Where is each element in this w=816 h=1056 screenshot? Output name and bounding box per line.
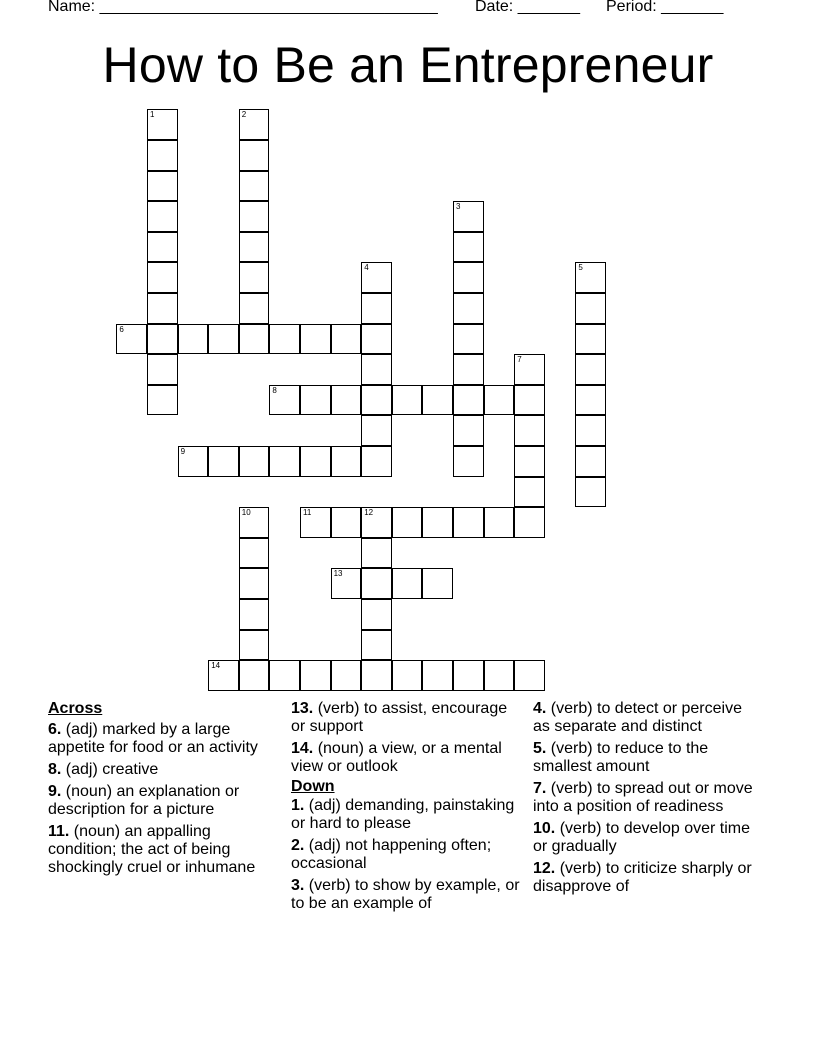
crossword-cell[interactable] (269, 385, 300, 416)
crossword-cell[interactable] (239, 538, 270, 569)
crossword-cell[interactable] (239, 324, 270, 355)
crossword-cell[interactable] (453, 232, 484, 263)
crossword-cell[interactable] (239, 171, 270, 202)
clue-number: 4. (533, 700, 547, 717)
crossword-cell[interactable] (239, 140, 270, 171)
crossword-cell[interactable] (331, 324, 362, 355)
crossword-cell[interactable] (422, 507, 453, 538)
clue-number: 9. (48, 783, 62, 800)
date-field-label: Date: _______ (475, 0, 580, 15)
crossword-cell[interactable] (484, 507, 515, 538)
crossword-cell[interactable] (361, 660, 392, 691)
crossword-cell[interactable] (453, 293, 484, 324)
crossword-cell[interactable] (453, 354, 484, 385)
crossword-cell[interactable] (361, 507, 392, 538)
crossword-cell[interactable] (300, 446, 331, 477)
crossword-cell[interactable] (331, 568, 362, 599)
clue-number: 6. (48, 721, 62, 738)
crossword-cell[interactable] (361, 599, 392, 630)
clue-item (291, 837, 521, 873)
crossword-cell[interactable] (453, 507, 484, 538)
crossword-cell[interactable] (514, 446, 545, 477)
clue-text: (adj) not happening often; occasional (291, 837, 492, 872)
across-heading: Across (48, 700, 103, 717)
crossword-cell[interactable] (361, 415, 392, 446)
down-heading: Down (291, 778, 335, 795)
clue-item (48, 823, 278, 877)
crossword-cell[interactable] (239, 232, 270, 263)
clue-item (291, 877, 521, 913)
cell-number: 1 (150, 110, 155, 120)
cell-number: 5 (578, 263, 583, 273)
crossword-cell[interactable] (147, 354, 178, 385)
crossword-cell[interactable] (361, 538, 392, 569)
crossword-cell[interactable] (178, 324, 209, 355)
clue-number: 10. (533, 820, 556, 837)
clue-text: (adj) creative (61, 761, 159, 778)
clue-item (533, 740, 763, 776)
crossword-cell[interactable] (453, 415, 484, 446)
crossword-cell[interactable] (453, 201, 484, 232)
crossword-cell[interactable] (208, 660, 239, 691)
clue-item (533, 700, 763, 736)
crossword-cell[interactable] (300, 385, 331, 416)
clue-text: (noun) a view, or a mental view or outlook (291, 740, 502, 775)
crossword-cell[interactable] (453, 385, 484, 416)
crossword-cell[interactable] (514, 477, 545, 508)
clue-item (48, 783, 278, 819)
crossword-cell[interactable] (239, 109, 270, 140)
crossword-cell[interactable] (575, 354, 606, 385)
cell-number: 3 (456, 202, 461, 212)
cell-number: 14 (211, 661, 221, 671)
crossword-cell[interactable] (147, 324, 178, 355)
crossword-cell[interactable] (575, 262, 606, 293)
clue-text: (verb) to criticize sharply or disapprove of (533, 860, 752, 895)
crossword-cell[interactable] (392, 568, 423, 599)
crossword-cell[interactable] (575, 415, 606, 446)
crossword-cell[interactable] (361, 293, 392, 324)
crossword-cell[interactable] (361, 324, 392, 355)
crossword-cell[interactable] (575, 446, 606, 477)
crossword-cell[interactable] (392, 660, 423, 691)
crossword-cell[interactable] (269, 446, 300, 477)
cell-number: 6 (119, 324, 124, 334)
crossword-cell[interactable] (331, 660, 362, 691)
crossword-cell[interactable] (269, 324, 300, 355)
clue-text: (verb) to spread out or move into a position of readiness (533, 780, 753, 815)
clue-text: (verb) to assist, encourage or support (291, 700, 508, 735)
clue-number: 1. (291, 797, 305, 814)
crossword-cell[interactable] (239, 630, 270, 661)
crossword-cell[interactable] (239, 599, 270, 630)
crossword-cell[interactable] (453, 262, 484, 293)
crossword-cell[interactable] (514, 660, 545, 691)
crossword-cell[interactable] (269, 660, 300, 691)
clue-item (291, 797, 521, 833)
clue-text: (verb) to detect or perceive as separate and distinct (533, 700, 742, 735)
crossword-cell[interactable] (514, 415, 545, 446)
crossword-cell[interactable] (361, 630, 392, 661)
crossword-cell[interactable] (361, 262, 392, 293)
clue-item (533, 780, 763, 816)
clue-number: 14. (291, 740, 314, 757)
cell-number: 7 (517, 355, 522, 365)
crossword-cell[interactable] (147, 293, 178, 324)
cell-number: 12 (364, 508, 374, 518)
crossword-cell[interactable] (239, 507, 270, 538)
crossword-cell[interactable] (239, 568, 270, 599)
cell-number: 2 (241, 110, 247, 120)
crossword-cell[interactable] (147, 171, 178, 202)
crossword-cell[interactable] (453, 446, 484, 477)
clue-column-2 (291, 700, 521, 917)
crossword-cell[interactable] (392, 385, 423, 416)
crossword-cell[interactable] (392, 507, 423, 538)
clue-number: 5. (533, 740, 547, 757)
crossword-cell[interactable] (239, 446, 270, 477)
crossword-cell[interactable] (575, 324, 606, 355)
clue-number: 11. (48, 823, 70, 840)
clue-text: (noun) an appalling condition; the act of being shockingly cruel or inhumane (48, 823, 256, 876)
crossword-cell[interactable] (300, 324, 331, 355)
clue-text: (adj) demanding, painstaking or hard to please (291, 797, 515, 832)
crossword-cell[interactable] (361, 568, 392, 599)
clue-item (533, 820, 763, 856)
cell-number: 8 (272, 385, 277, 395)
clue-item (48, 761, 278, 779)
clue-number: 3. (291, 877, 305, 894)
crossword-cell[interactable] (575, 385, 606, 416)
clue-text: (verb) to show by example, or to be an example of (291, 877, 520, 912)
crossword-cell[interactable] (453, 660, 484, 691)
crossword-cell[interactable] (208, 324, 239, 355)
crossword-cell[interactable] (239, 293, 270, 324)
clue-text: (noun) an explanation or description for a picture (48, 783, 240, 818)
clue-item (291, 700, 521, 736)
cell-number: 10 (241, 508, 251, 518)
crossword-cell[interactable] (575, 293, 606, 324)
crossword-cell[interactable] (453, 324, 484, 355)
clue-item (533, 860, 763, 896)
crossword-cell[interactable] (484, 385, 515, 416)
crossword-cell[interactable] (239, 262, 270, 293)
cell-number: 9 (180, 447, 186, 456)
crossword-cell[interactable] (514, 354, 545, 385)
crossword-cell[interactable] (331, 385, 362, 416)
crossword-cell[interactable] (361, 446, 392, 477)
crossword-cell[interactable] (422, 385, 453, 416)
clue-column-1 (48, 700, 278, 881)
crossword-cell[interactable] (361, 385, 392, 416)
crossword-cell[interactable] (147, 201, 178, 232)
clue-item (48, 721, 278, 757)
clue-text: (verb) to reduce to the smallest amount (533, 740, 709, 775)
crossword-cell[interactable] (361, 354, 392, 385)
puzzle-title: How to Be an Entrepreneur (102, 37, 714, 93)
crossword-cell[interactable] (147, 232, 178, 263)
crossword-cell[interactable] (300, 507, 331, 538)
crossword-cell[interactable] (208, 446, 239, 477)
clue-number: 7. (533, 780, 547, 797)
crossword-cell[interactable] (116, 324, 147, 355)
name-field-label: Name: ______________________________________ (48, 0, 438, 15)
clue-number: 8. (48, 761, 62, 778)
cell-number: 11 (303, 508, 312, 518)
crossword-cell[interactable] (147, 140, 178, 171)
crossword-cell[interactable] (575, 477, 606, 508)
crossword-cell[interactable] (514, 507, 545, 538)
period-field-label: Period: _______ (606, 0, 724, 15)
crossword-cell[interactable] (178, 446, 209, 477)
crossword-cell[interactable] (300, 660, 331, 691)
crossword-cell[interactable] (514, 385, 545, 416)
crossword-cell[interactable] (331, 507, 362, 538)
crossword-cell[interactable] (147, 385, 178, 416)
clue-item (291, 740, 521, 776)
crossword-cell[interactable] (422, 568, 453, 599)
crossword-cell[interactable] (239, 201, 270, 232)
cell-number: 13 (333, 569, 343, 579)
crossword-cell[interactable] (147, 262, 178, 293)
crossword-cell[interactable] (422, 660, 453, 691)
crossword-cell[interactable] (239, 660, 270, 691)
crossword-cell[interactable] (331, 446, 362, 477)
clue-text: (adj) marked by a large appetite for food or an activity (48, 721, 258, 756)
cell-number: 4 (364, 263, 369, 273)
clue-text: (verb) to develop over time or gradually (533, 820, 750, 855)
clue-number: 13. (291, 700, 314, 717)
crossword-cell[interactable] (147, 109, 178, 140)
clue-number: 2. (291, 837, 305, 854)
crossword-cell[interactable] (484, 660, 515, 691)
clue-column-3 (533, 700, 763, 900)
clue-number: 12. (533, 860, 556, 877)
